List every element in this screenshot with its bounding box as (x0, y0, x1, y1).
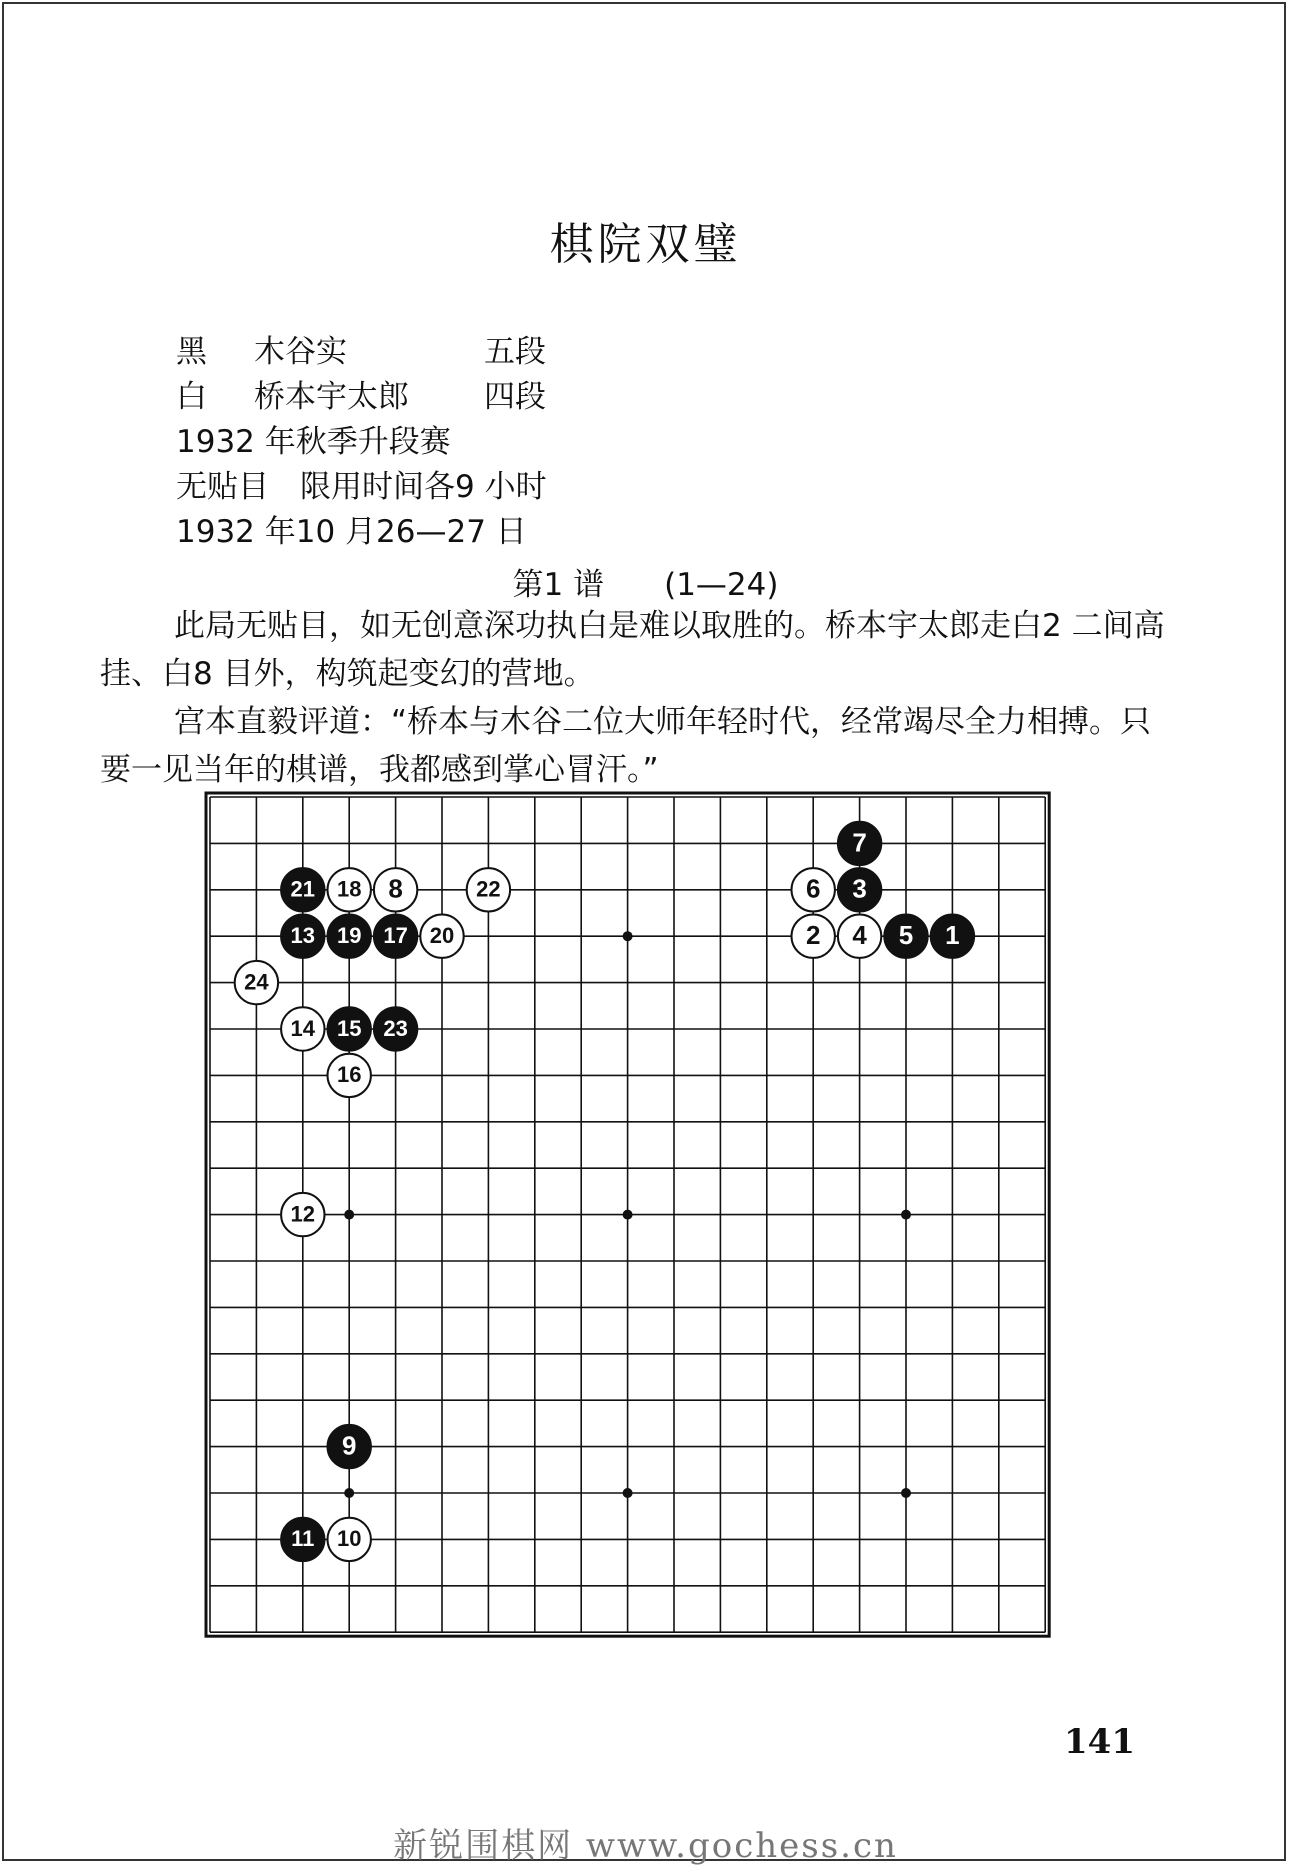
white-stone-12 (281, 1193, 324, 1236)
star-point (901, 1210, 911, 1220)
star-point (901, 1488, 911, 1498)
stone-number: 14 (290, 1015, 316, 1041)
star-point (344, 1210, 354, 1220)
event-line: 1932 年秋季升段赛 (176, 424, 451, 460)
stone-number: 4 (852, 920, 867, 951)
stone-number: 12 (290, 1201, 316, 1227)
stone-number: 16 (336, 1062, 362, 1088)
stone-number: 7 (852, 827, 867, 858)
figure-range: (1—24) (664, 567, 779, 603)
stone-number: 18 (336, 876, 362, 902)
black-stone-5 (884, 915, 927, 958)
black-stone-7 (838, 822, 881, 865)
stone-number: 13 (290, 923, 316, 949)
stone-number: 20 (429, 923, 455, 949)
star-point (623, 1210, 633, 1220)
watermark-footer: 新锐围棋网 www.gochess.cn (393, 1826, 898, 1866)
stone-number: 23 (383, 1015, 408, 1041)
stone-number: 1 (945, 920, 960, 951)
stone-number: 17 (383, 923, 408, 949)
black-stone-9 (328, 1425, 371, 1468)
page-title: 棋院双璧 (549, 219, 742, 270)
rules-line: 无贴目 限用时间各9 小时 (176, 469, 547, 505)
black-player-name: 木谷实 (254, 334, 347, 370)
black-color-label: 黑 (176, 334, 207, 370)
stone-number: 19 (336, 923, 362, 949)
stone-number: 21 (290, 876, 316, 902)
white-color-label: 白 (176, 379, 207, 415)
white-stone-16 (328, 1054, 371, 1097)
black-stone-19 (328, 915, 371, 958)
date-line: 1932 年10 月26—27 日 (176, 514, 527, 550)
stone-number: 10 (336, 1526, 362, 1552)
white-stone-6 (792, 868, 835, 911)
black-stone-23 (374, 1007, 417, 1050)
stone-number: 11 (291, 1526, 315, 1552)
white-player-rank: 四段 (484, 379, 546, 415)
black-stone-15 (328, 1007, 371, 1050)
white-stone-4 (838, 915, 881, 958)
stone-number: 22 (476, 876, 501, 902)
star-point (623, 1488, 633, 1498)
black-stone-17 (374, 915, 417, 958)
black-stone-21 (281, 868, 324, 911)
white-stone-2 (792, 915, 835, 958)
white-stone-8 (374, 868, 417, 911)
stone-number: 6 (805, 873, 821, 904)
page-number: 141 (1064, 1722, 1135, 1762)
stone-number: 5 (898, 920, 914, 951)
stone-number: 2 (805, 920, 821, 951)
black-player-rank: 五段 (484, 334, 546, 370)
black-stone-13 (281, 915, 324, 958)
stone-number: 3 (852, 873, 867, 904)
stone-number: 24 (244, 969, 269, 995)
black-stone-3 (838, 868, 881, 911)
stone-number: 8 (388, 873, 403, 904)
stone-number: 15 (336, 1015, 362, 1041)
black-stone-1 (931, 915, 974, 958)
white-stone-24 (235, 961, 278, 1004)
stone-number: 9 (341, 1430, 357, 1461)
stones (235, 822, 974, 1561)
white-stone-22 (467, 868, 510, 911)
star-point (623, 931, 633, 941)
paragraph-2-text: 宫本直毅评道：“桥本与木谷二位大师年轻时代，经常竭尽全力相搏。只要一见当年的棋谱，我都感到掌心冒汗。” (100, 704, 1152, 788)
black-stone-11 (281, 1518, 324, 1561)
white-stone-18 (328, 868, 371, 911)
white-stone-14 (281, 1007, 324, 1050)
figure-label: 第1 谱 (512, 567, 605, 603)
white-player-name: 桥本宇太郎 (254, 379, 409, 415)
star-point (344, 1488, 354, 1498)
white-stone-10 (328, 1518, 371, 1561)
white-stone-20 (420, 915, 463, 958)
paragraph-1-text: 此局无贴目，如无创意深功执白是难以取胜的。桥本宇太郎走白2 二间高挂、白8 目外，构筑起变幻的营地。 (100, 608, 1165, 692)
